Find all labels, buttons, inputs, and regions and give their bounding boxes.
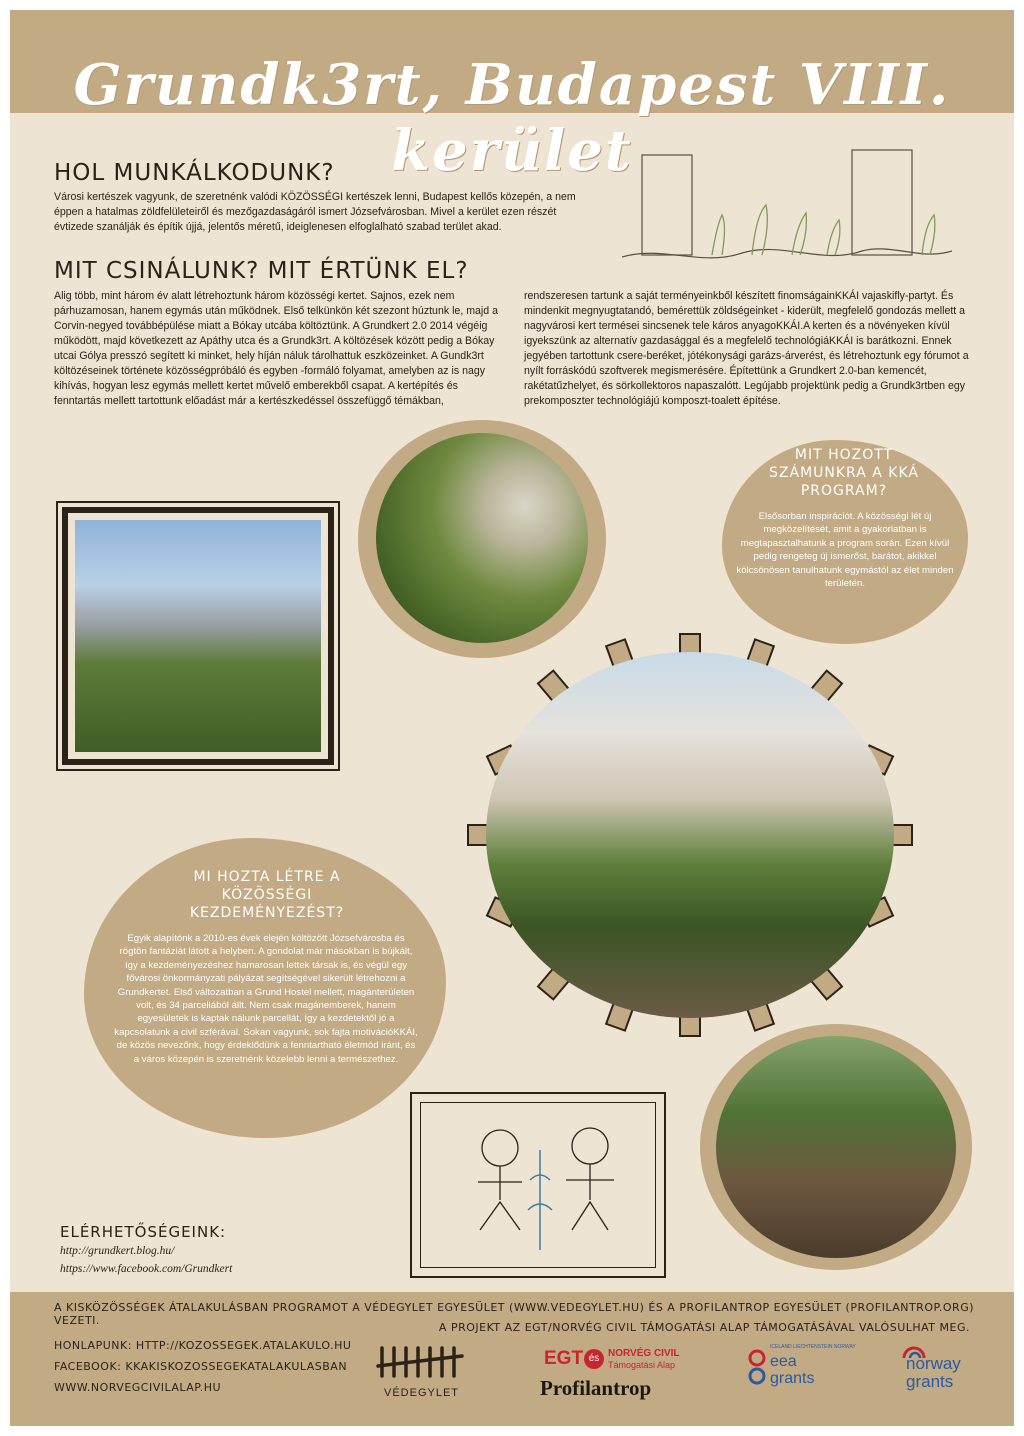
origin-heading: MI HOZTA LÉTRE A KÖZÖSSÉGI KEZDEMÉNYEZÉST? [189,869,345,921]
tamogatasi-alap-text: Támogatási Alap [608,1360,676,1370]
tomato-photo [75,520,321,752]
origin-text: Egyik alapítónk a 2010-es évek elején költözött Józsefvárosba és rögtön fantáziát látott a helyben. A gondolat már másokban is bújkált, így a kezdeményezéshez hamarosan lettek társak is, és végül egy fővárosi önkormányzati pályázat segítségével sikerült létrehozni a Grundkertet. Első változatban a Grund Hostel mellett, magánterületen volt, és 34 parcellából állt. Nem csak magánemberek, hanem egyesületek is kaptak nálunk parcellát, így a kezdetektől jó a kapcsolatunk a civil szférával. Sokan vagyunk, sok fajta motivációKKÁI, de közös nevezőnk, hogy érdeklődünk a fenntartható életmód iránt, és a város közepén is szeretnénk közelebb lenni a természethez. [114,933,418,1065]
main-garden-photo [486,652,894,1018]
what-heading: MIT CSINÁLUNK? MIT ÉRTÜNK EL? [54,258,469,284]
eea-logo-word1: eea [770,1353,797,1370]
poster-title: Grundk3rt, Budapest VIII. kerület [73,52,951,184]
building-left [642,155,692,255]
eea-small-text: ICELAND LIECHTENSTEIN NORWAY [770,1344,856,1350]
kka-heading: MIT HOZOTT SZÁMUNKRA A KKÁ PROGRAM? [769,447,919,499]
what-text-col1: Alig több, mint három év alatt létrehoztunk három közösségi kertet. Sajnos, ezek nem párhuzamosan, hanem egymás után működnek. Első telkünkön két szezont húztunk le, majd a Corvin-negyed továbbépülése miatt a Bókay utcába költöztünk. A Grundkert 2.0 2014 végéig működött, majd következett az Apáthy utca és a Grundk3rt. A költözések között pedig a Bókay utcai Gólya presszó segített ki minket, hely híján náluk tárolhattuk eszközeinket. A Gundk3rt költözéseinek története közösségpróbáló és egyben -formáló folyamat, amelyben az is nagy kihívás, hogyan lesz egymás mellett kertet művelő emberekből csapat. A kertépítés és fenntartás mellett tartottunk előadást már a kertészkedéssel összefüggő témákban, [54,290,499,407]
norway-logo-word2: grants [906,1372,954,1391]
footer-facebook-link[interactable]: FACEBOOK: KKAKISKOZOSSEGEKATALAKULASBAN [54,1360,348,1373]
egt-logo-text: EGT [544,1348,584,1369]
where-heading: HOL MUNKÁLKODUNK? [54,160,335,186]
norway-logo-word1: norway [906,1354,961,1373]
where-text: Városi kertészek vagyunk, de szeretnénk valódi KÖZÖSSÉGI kertészek lenni, Budapest kellős közepén, a nem éppen a hatalmas zöldfelületeiről és mezőgazdaságáról ismert Józsefvárosban. Mivel a kerület ezen részét évtizede szanálják és építik újjá, jelentős méretű, ideiglenesen elfoglalható szabad terület akad. [54,191,576,233]
contacts-heading: ELÉRHETŐSÉGEINK: [60,1223,227,1241]
kids-drawing [440,1110,640,1260]
eea-logo-word2: grants [770,1370,815,1387]
what-text-col2: rendszeresen tartunk a saját terményeinkből készített finomságainKKÁI vajaskifly-partyt. És mindenkit megnyugtatandó, bemérettük zöldségeinket - kiderült, megfelelő gondozás mellett a nagyvárosi kert termései sincsenek tele káros anyagoKKÁI.A kerten és a növényeken kívül igyekszünk az alternatív gazdasággal és a megfelelő technológiáKKÁI is barátkozni. Ennek jegyében tartottunk csere-beréket, jótékonysági garázs-árverést, és létrehoztunk egy fórumot a nyílt forráskódú szoftverek megismerésére. Építettünk a Grundkert 2.0-ban kemencét, rakétatűzhelyet, és sörkollektoros napaszalótt. Legújabb projektünk pedig a Grundk3rtben egy prekomposzter technológiájú komposzt-toalett építése. [524,290,969,407]
city-garden-doodle [622,145,952,285]
contact-link-blog[interactable]: http://grundkert.blog.hu/ [60,1245,175,1257]
poster [10,10,1014,1426]
norveg-civil-text: NORVÉG CIVIL [608,1348,680,1359]
kka-text: Elsősorban inspirációt. A közösségi lét új megközelítését, amit a gyakorlatban is megtapasztalhatunk a program során. Ezen kívül pedig rengeteg új ismerőst, barátot, akikkel kölcsönösen tanulhatunk egymástól az élet minden területén. [736,511,954,590]
egt-es-badge: és [584,1349,604,1369]
woman-photo [376,433,588,643]
vedegylet-logo-text: VÉDEGYLET [384,1387,460,1399]
footer-line2: A PROJEKT AZ EGT/NORVÉG CIVIL TÁMOGATÁSI ALAP TÁMOGATÁSÁVAL VALÓSULHAT MEG. [438,1321,970,1334]
profilantrop-logo: Profilantrop [540,1376,652,1400]
footer-homepage-link[interactable]: HONLAPUNK: HTTP://KOZOSSEGEK.ATALAKULO.HU [54,1339,352,1352]
vedegylet-logo-icon [376,1342,466,1382]
eea-grants-mark-icon [746,1348,768,1388]
contact-link-facebook[interactable]: https://www.facebook.com/Grundkert [60,1263,233,1275]
crowd-photo [716,1036,956,1258]
footer-norveg-link[interactable]: WWW.NORVEGCIVILALAP.HU [54,1381,222,1394]
footer-line1: A KISKÖZÖSSÉGEK ÁTALAKULÁSBAN PROGRAMOT A VÉDEGYLET EGYESÜLET (WWW.VEDEGYLET.HU) ÉS A PROFILANTROP EGYESÜLET (PROFILANTROP.ORG) VEZETI. [54,1301,975,1327]
building-right [852,150,912,255]
